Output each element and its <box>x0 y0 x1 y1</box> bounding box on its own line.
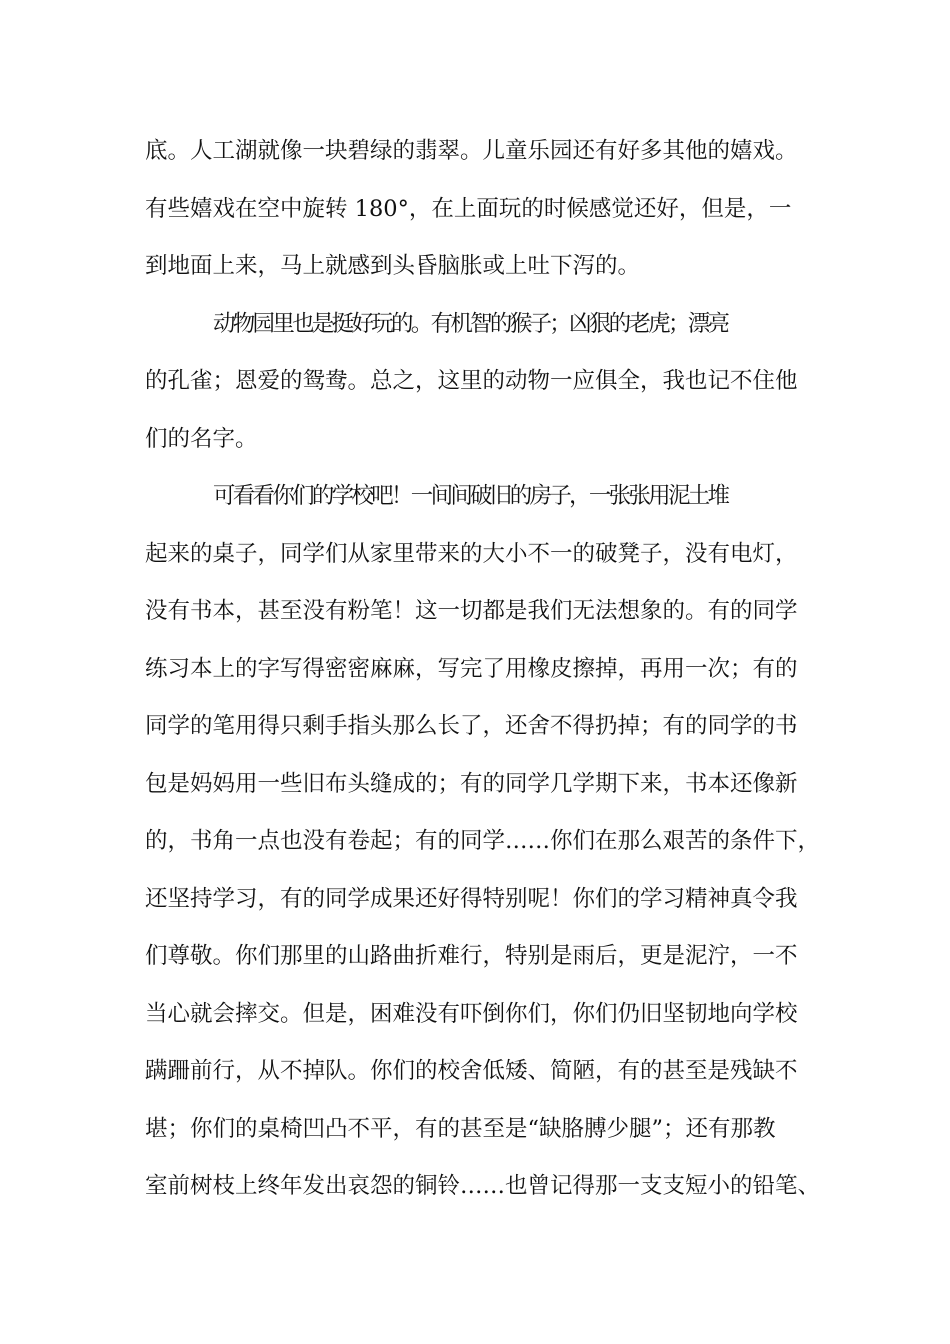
text-line: 当心就会摔交。但是，困难没有吓倒你们，你们仍旧坚韧地向学校 <box>145 1001 798 1027</box>
text-line: 堪；你们的桌椅凹凸不平，有的甚至是“缺胳膊少腿”；还有那教 <box>145 1116 776 1142</box>
text-line: 还坚持学习，有的同学成果还好得特别呢！你们的学习精神真令我 <box>145 886 798 912</box>
text-line: 底。人工湖就像一块碧绿的翡翠。儿童乐园还有好多其他的嬉戏。 <box>145 138 798 164</box>
text-line: 没有书本，甚至没有粉笔！这一切都是我们无法想象的。有的同学 <box>145 598 798 624</box>
text-line: 包是妈妈用一些旧布头缝成的；有的同学几学期下来，书本还像新 <box>145 771 798 797</box>
paragraph-start-line: 可看看你们的学校吧！一间间破旧的房子，一张张用泥土堆 <box>213 483 728 509</box>
text-line: 的，书角一点也没有卷起；有的同学……你们在那么艰苦的条件下， <box>145 828 821 854</box>
text-line: 们的名字。 <box>145 426 258 452</box>
text-line: 同学的笔用得只剩手指头那么长了，还舍不得扔掉；有的同学的书 <box>145 713 798 739</box>
text-line: 们尊敬。你们那里的山路曲折难行，特别是雨后，更是泥泞，一不 <box>145 943 798 969</box>
text-line: 有些嬉戏在空中旋转 180°，在上面玩的时候感觉还好，但是，一 <box>145 196 792 222</box>
text-line: 到地面上来，马上就感到头昏脑胀或上吐下泻的。 <box>145 253 641 279</box>
text-line: 练习本上的字写得密密麻麻，写完了用橡皮擦掉，再用一次；有的 <box>145 656 798 682</box>
paragraph-start-line: 动物园里也是挺好玩的。有机智的猴子；凶狠的老虎；漂亮 <box>213 311 728 337</box>
text-line: 室前树枝上终年发出哀怨的铜铃……也曾记得那一支支短小的铅笔、 <box>145 1173 821 1199</box>
text-line: 起来的桌子，同学们从家里带来的大小不一的破凳子，没有电灯， <box>145 541 798 567</box>
text-line: 的孔雀；恩爱的鸳鸯。总之，这里的动物一应俱全，我也记不住他 <box>145 368 798 394</box>
text-line: 蹒跚前行，从不掉队。你们的校舍低矮、简陋，有的甚至是残缺不 <box>145 1058 798 1084</box>
